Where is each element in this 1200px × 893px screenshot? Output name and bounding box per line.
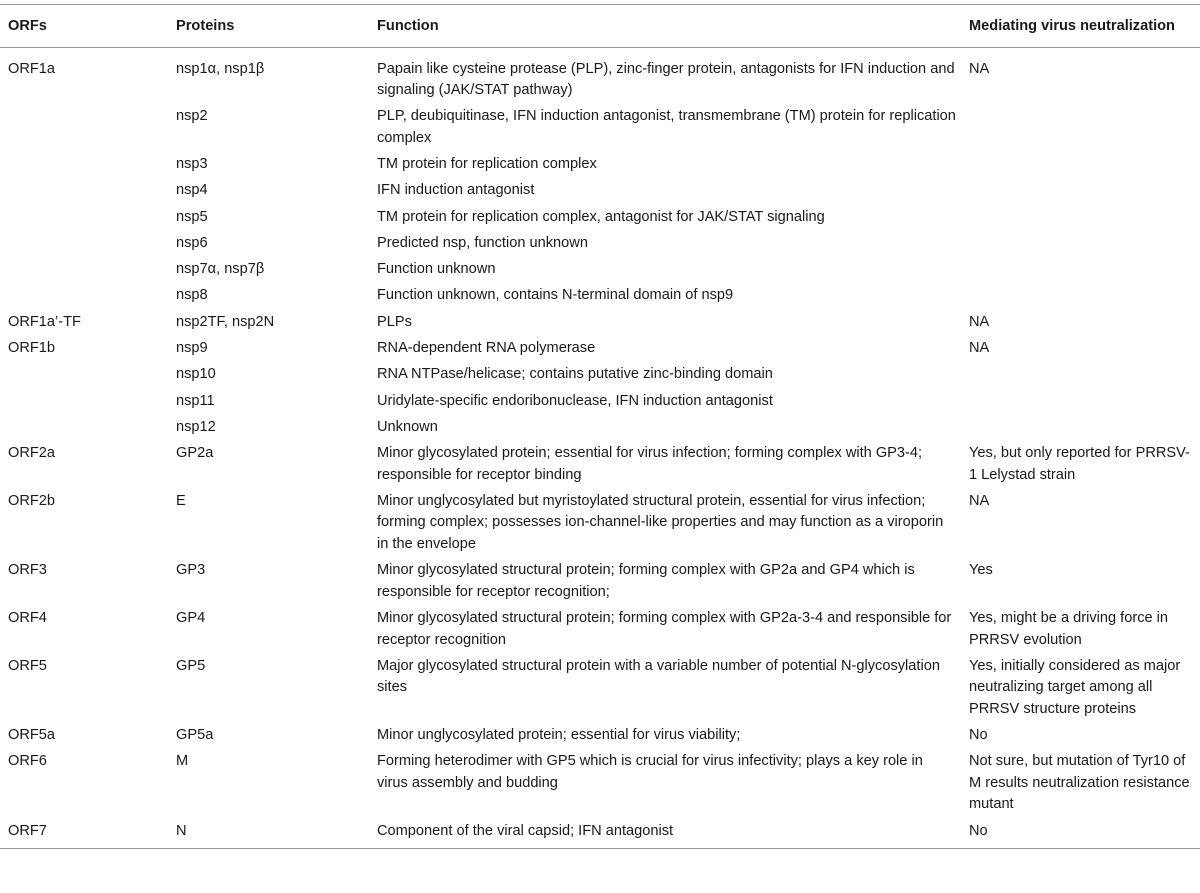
- cell-orf: [0, 283, 168, 309]
- table-row: [0, 558, 1200, 606]
- cell-function: RNA NTPase/helicase; contains putative zinc-binding domain: [377, 366, 773, 383]
- cell-neutralization: NA: [969, 340, 990, 357]
- table-row: [0, 723, 1200, 749]
- cell-orf: ORF4: [8, 610, 47, 626]
- cell-function: Minor glycosylated structural protein; forming complex with GP2a-3-4 and responsible for receptor recognition: [377, 610, 952, 648]
- cell-protein: nsp8: [176, 287, 208, 304]
- cell-neutralization: [961, 104, 1200, 152]
- cell-orf: [0, 231, 168, 257]
- cell-protein: nsp6: [176, 234, 208, 251]
- cell-neutralization: [961, 362, 1200, 388]
- cell-protein: nsp7α, nsp7β: [176, 261, 265, 278]
- cell-orf: [0, 104, 168, 152]
- cell-protein: N: [176, 822, 187, 839]
- table-row: [0, 818, 1200, 848]
- table-row: [0, 606, 1200, 654]
- table-row: [0, 152, 1200, 178]
- cell-orf: [0, 204, 168, 230]
- header-function: Function: [377, 18, 439, 34]
- cell-neutralization: [961, 152, 1200, 178]
- table-row: [0, 257, 1200, 283]
- cell-orf: ORF6: [8, 753, 47, 770]
- table-row: [0, 231, 1200, 257]
- table-body: [0, 47, 1200, 849]
- header-orfs: ORFs: [8, 18, 47, 34]
- cell-neutralization: NA: [969, 492, 990, 509]
- cell-orf: [0, 152, 168, 178]
- cell-protein: GP3: [176, 562, 206, 579]
- cell-neutralization: NA: [969, 60, 990, 77]
- cell-function: Function unknown: [377, 261, 496, 278]
- cell-orf: [0, 362, 168, 388]
- table-row: [0, 414, 1200, 440]
- cell-protein: GP5a: [176, 727, 214, 744]
- table-header-row: [0, 5, 1200, 48]
- cell-orf: ORF1b: [8, 340, 56, 357]
- cell-function: Papain like cysteine protease (PLP), zinc-finger protein, antagonists for IFN induction and signaling (JAK/STAT pathway): [377, 60, 955, 98]
- header-neutralization: Mediating virus neutralization: [969, 18, 1175, 34]
- cell-function: PLPs: [377, 313, 412, 330]
- cell-orf: [0, 414, 168, 440]
- cell-function: Unknown: [377, 418, 438, 435]
- table-row: [0, 489, 1200, 558]
- cell-protein: nsp9: [176, 340, 208, 357]
- table-row: [0, 104, 1200, 152]
- cell-protein: nsp2: [176, 108, 208, 125]
- cell-orf: [0, 388, 168, 414]
- cell-function: Uridylate-specific endoribonuclease, IFN induction antagonist: [377, 392, 773, 409]
- cell-neutralization: [961, 178, 1200, 204]
- table-row: [0, 388, 1200, 414]
- cell-function: Forming heterodimer with GP5 which is crucial for virus infectivity; plays a key role in virus assembly and budding: [377, 753, 923, 791]
- cell-neutralization: No: [969, 822, 988, 839]
- cell-function: Minor glycosylated structural protein; forming complex with GP2a and GP4 which is responsible for receptor recognition;: [377, 562, 915, 600]
- cell-orf: ORF5: [8, 657, 47, 674]
- cell-orf: ORF1a’-TF: [8, 313, 81, 330]
- table-row: [0, 47, 1200, 104]
- table-row: [0, 283, 1200, 309]
- cell-function: Component of the viral capsid; IFN antagonist: [377, 822, 674, 839]
- cell-orf: ORF7: [8, 822, 47, 839]
- cell-protein: nsp11: [176, 392, 215, 409]
- cell-protein: nsp1α, nsp1β: [176, 60, 265, 77]
- cell-neutralization: [961, 204, 1200, 230]
- cell-neutralization: [961, 388, 1200, 414]
- cell-orf: ORF1a: [8, 60, 56, 77]
- cell-orf: ORF2a: [8, 445, 56, 462]
- cell-function: RNA-dependent RNA polymerase: [377, 340, 596, 357]
- cell-neutralization: [961, 257, 1200, 283]
- cell-protein: GP4: [176, 610, 206, 626]
- cell-protein: GP5: [176, 657, 206, 674]
- orf-protein-table: [0, 4, 1200, 849]
- cell-orf: [0, 257, 168, 283]
- cell-function: PLP, deubiquitinase, IFN induction antagonist, transmembrane (TM) protein for replication complex: [377, 108, 956, 146]
- cell-protein: nsp4: [176, 182, 208, 199]
- table-row: [0, 309, 1200, 335]
- cell-protein: E: [176, 492, 186, 509]
- cell-protein: nsp3: [176, 156, 208, 173]
- cell-protein: M: [176, 753, 189, 770]
- cell-function: Predicted nsp, function unknown: [377, 234, 588, 251]
- cell-protein: nsp5: [176, 208, 208, 225]
- cell-function: Minor glycosylated protein; essential for virus infection; forming complex with GP3-4; responsible for receptor binding: [377, 445, 923, 483]
- cell-protein: nsp10: [176, 366, 216, 383]
- table-row: [0, 749, 1200, 818]
- cell-neutralization: Yes, but only reported for PRRSV-1 Lelystad strain: [969, 445, 1190, 483]
- cell-protein: GP2a: [176, 445, 214, 462]
- table-row: [0, 441, 1200, 489]
- table-row: [0, 204, 1200, 230]
- cell-function: TM protein for replication complex: [377, 156, 597, 173]
- table-row: [0, 178, 1200, 204]
- cell-function: TM protein for replication complex, antagonist for JAK/STAT signaling: [377, 208, 825, 225]
- table-row: [0, 653, 1200, 722]
- header-proteins: Proteins: [176, 18, 235, 34]
- cell-function: Function unknown, contains N-terminal domain of nsp9: [377, 287, 734, 304]
- cell-neutralization: Yes, initially considered as major neutralizing target among all PRRSV structure proteins: [969, 657, 1181, 717]
- cell-neutralization: [961, 414, 1200, 440]
- cell-neutralization: Yes, might be a driving force in PRRSV evolution: [969, 610, 1169, 648]
- cell-orf: ORF3: [8, 562, 47, 579]
- cell-orf: [0, 178, 168, 204]
- cell-neutralization: [961, 231, 1200, 257]
- cell-function: Minor unglycosylated but myristoylated structural protein, essential for virus infection; forming complex; possesses ion-channel-like properties and may function as a viroporin in the envelope: [377, 492, 944, 552]
- cell-protein: nsp12: [176, 418, 216, 435]
- cell-protein: nsp2TF, nsp2N: [176, 313, 275, 330]
- cell-function: Minor unglycosylated protein; essential for virus viability;: [377, 727, 741, 744]
- cell-function: Major glycosylated structural protein with a variable number of potential N-glycosylation sites: [377, 657, 940, 696]
- cell-orf: ORF5a: [8, 727, 56, 744]
- cell-neutralization: No: [969, 727, 988, 744]
- table-row: [0, 336, 1200, 362]
- table-row: [0, 362, 1200, 388]
- cell-orf: ORF2b: [8, 492, 56, 509]
- cell-neutralization: [961, 283, 1200, 309]
- cell-neutralization: Yes: [969, 562, 993, 579]
- cell-neutralization: NA: [969, 313, 990, 330]
- cell-function: IFN induction antagonist: [377, 182, 535, 199]
- cell-neutralization: Not sure, but mutation of Tyr10 of M results neutralization resistance mutant: [969, 753, 1190, 813]
